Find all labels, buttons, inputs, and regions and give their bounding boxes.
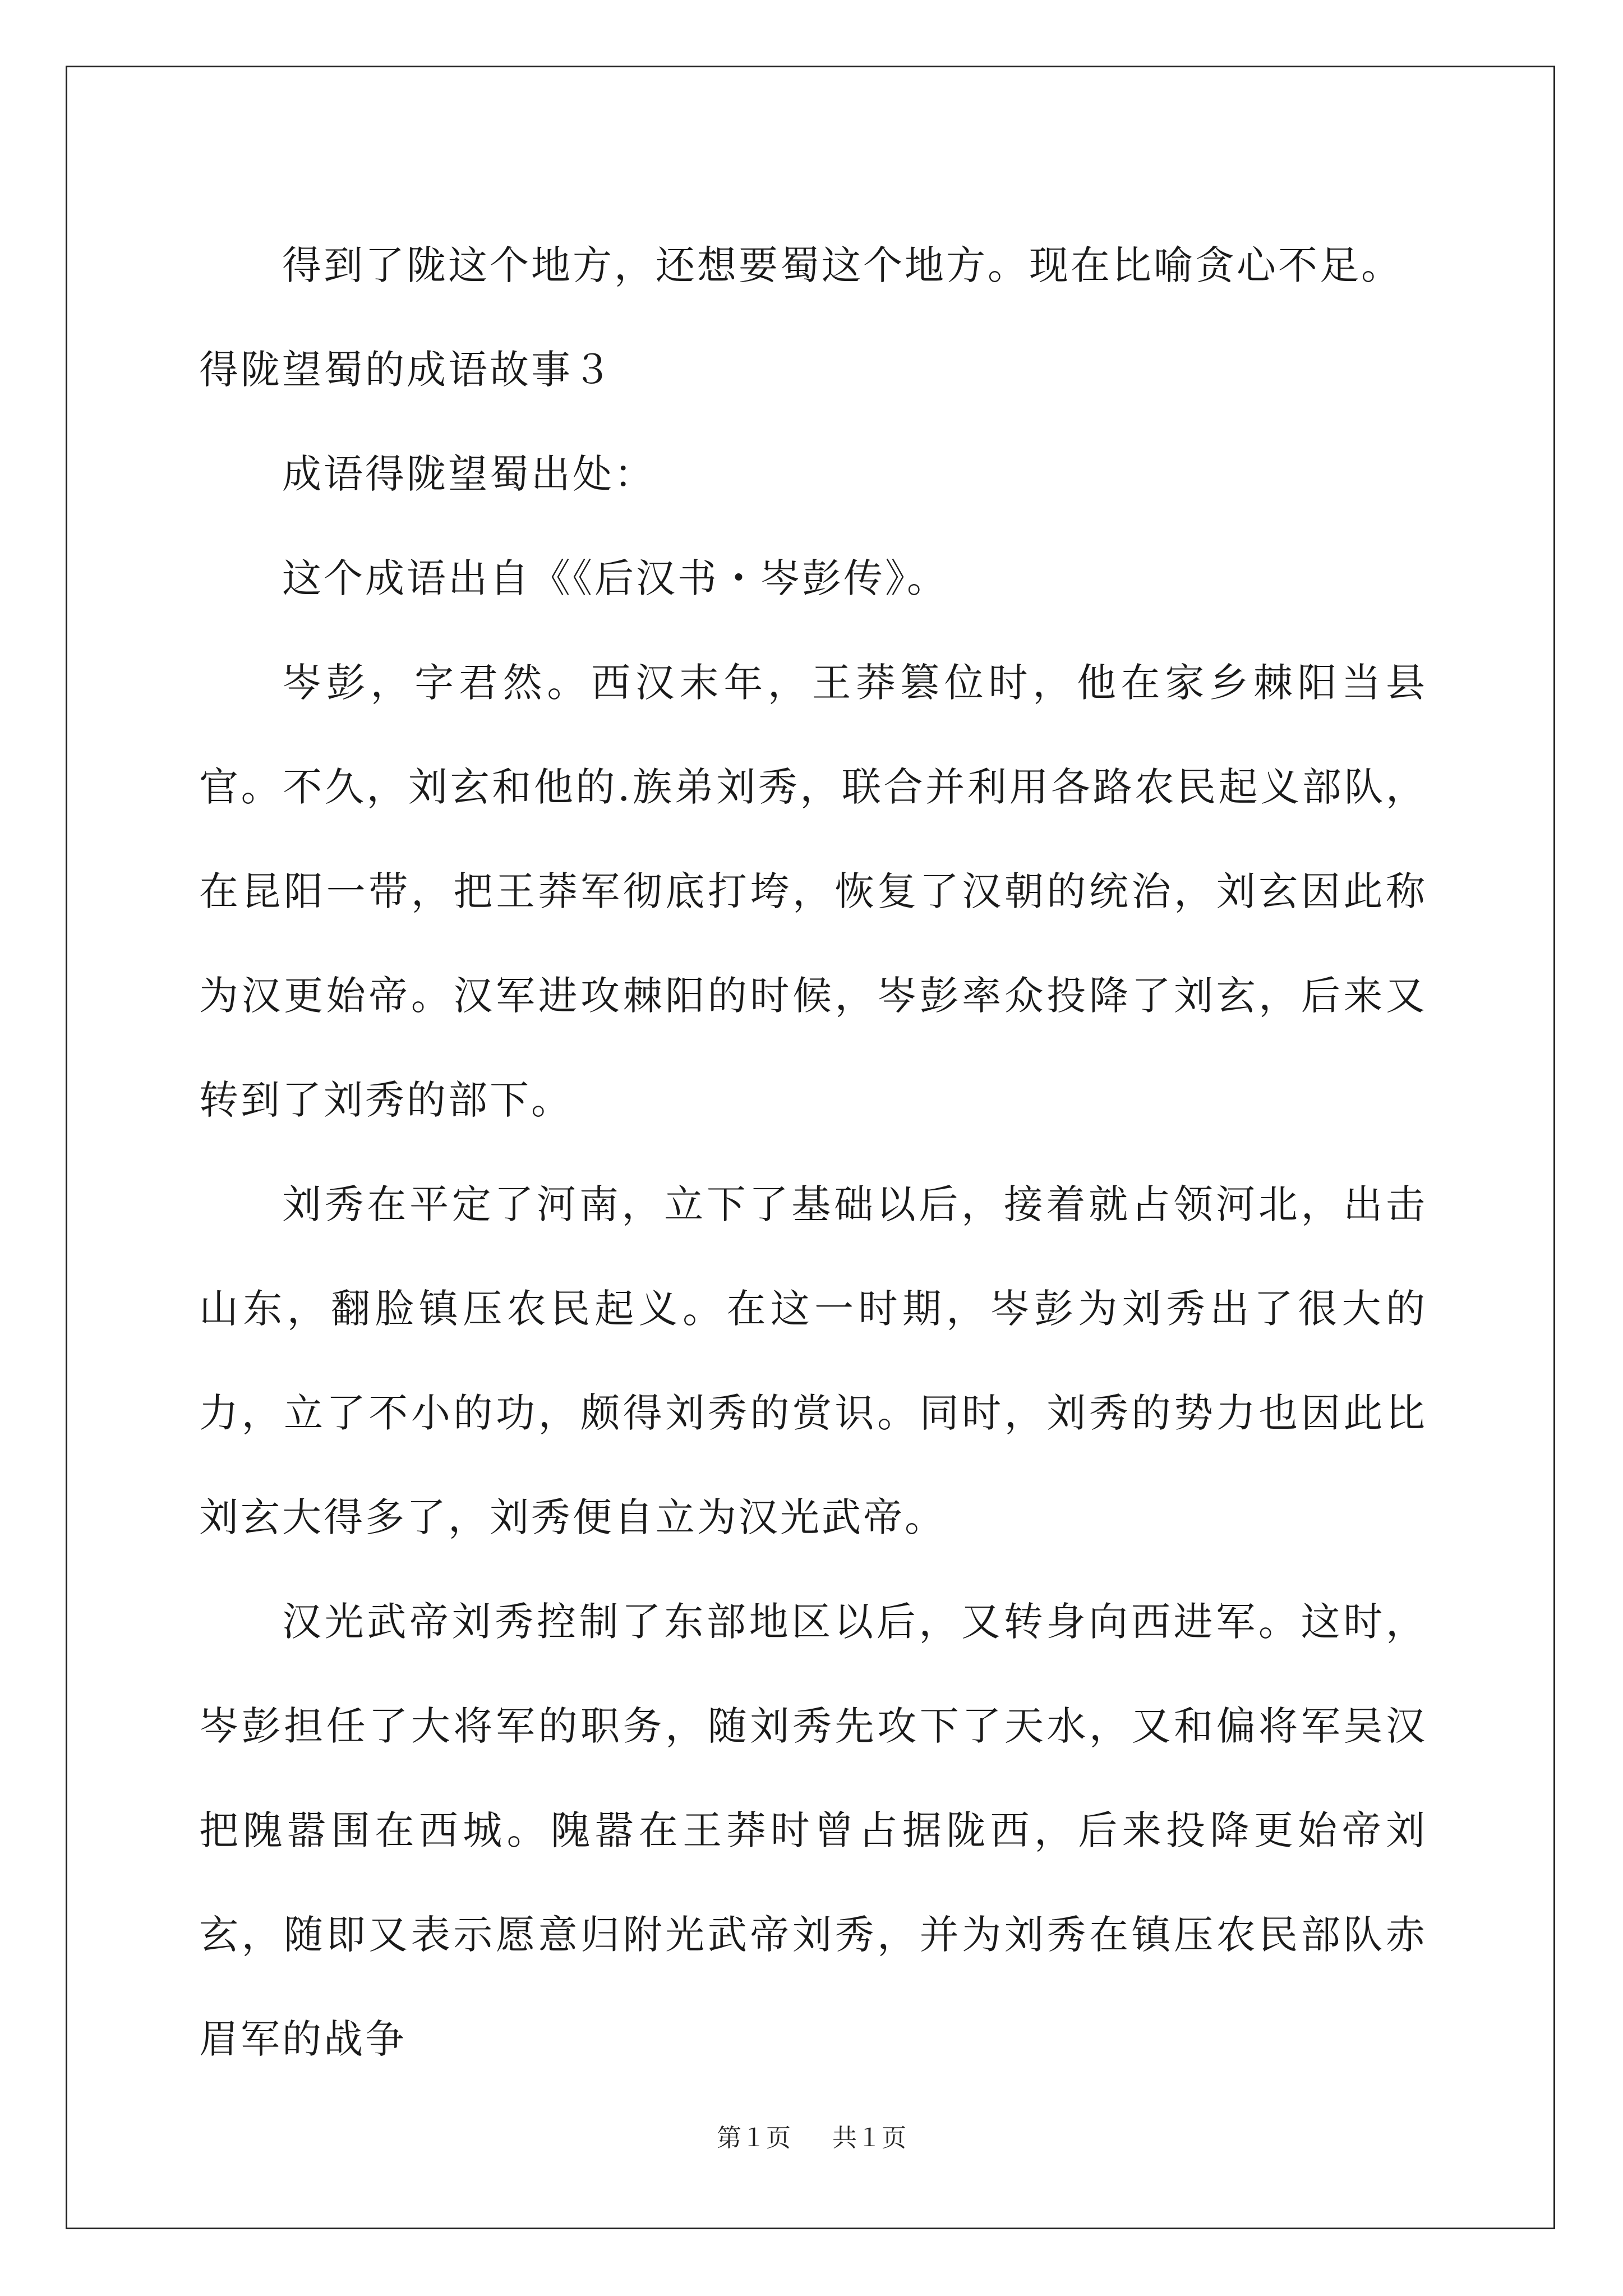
page-total: 共１页 (832, 2124, 906, 2152)
document-body (199, 213, 1427, 2091)
paragraph-cenpeng-intro: 岑彭，字君然。西汉末年，王莽篡位时，他在家乡棘阳当县官。不久，刘玄和他的.族弟刘秀，联合并利用各路农民起义部队，在昆阳一带，把王莽军彻底打垮，恢复了汉朝的统治，刘玄因此称为汉更始帝。汉军进攻棘阳的时候，岑彭率众投降了刘玄，后来又转到了刘秀的部下。 (199, 660, 1427, 1123)
paragraph-source-label: 成语得陇望蜀出处： (282, 451, 656, 497)
paragraph-source: 这个成语出自《《后汉书・岑彭传》。 (282, 555, 948, 601)
paragraph-liuxiu-rise: 刘秀在平定了河南，立下了基础以后，接着就占领河北，出击山东，翻脸镇压农民起义。在这一时期，岑彭为刘秀出了很大的力，立了不小的功，颇得刘秀的赏识。同时，刘秀的势力也因此比刘玄大得多了，刘秀便自立为汉光武帝。 (199, 1181, 1427, 1540)
paragraph-summary: 得到了陇这个地方，还想要蜀这个地方。现在比喻贪心不足。 (282, 242, 1403, 288)
page-footer (0, 2118, 1623, 2154)
page-number: 第１页 (717, 2124, 791, 2152)
section-heading: 得陇望蜀的成语故事３ (199, 347, 614, 393)
paragraph-westward-campaign: 汉光武帝刘秀控制了东部地区以后，又转身向西进军。这时，岑彭担任了大将军的职务，随刘秀先攻下了天水，又和偏将军吴汉把隗嚣围在西城。隗嚣在王莽时曾占据陇西，后来投降更始帝刘玄，随即又表示愿意归附光武帝刘秀，并为刘秀在镇压农民部队赤眉军的战争 (199, 1599, 1427, 2062)
